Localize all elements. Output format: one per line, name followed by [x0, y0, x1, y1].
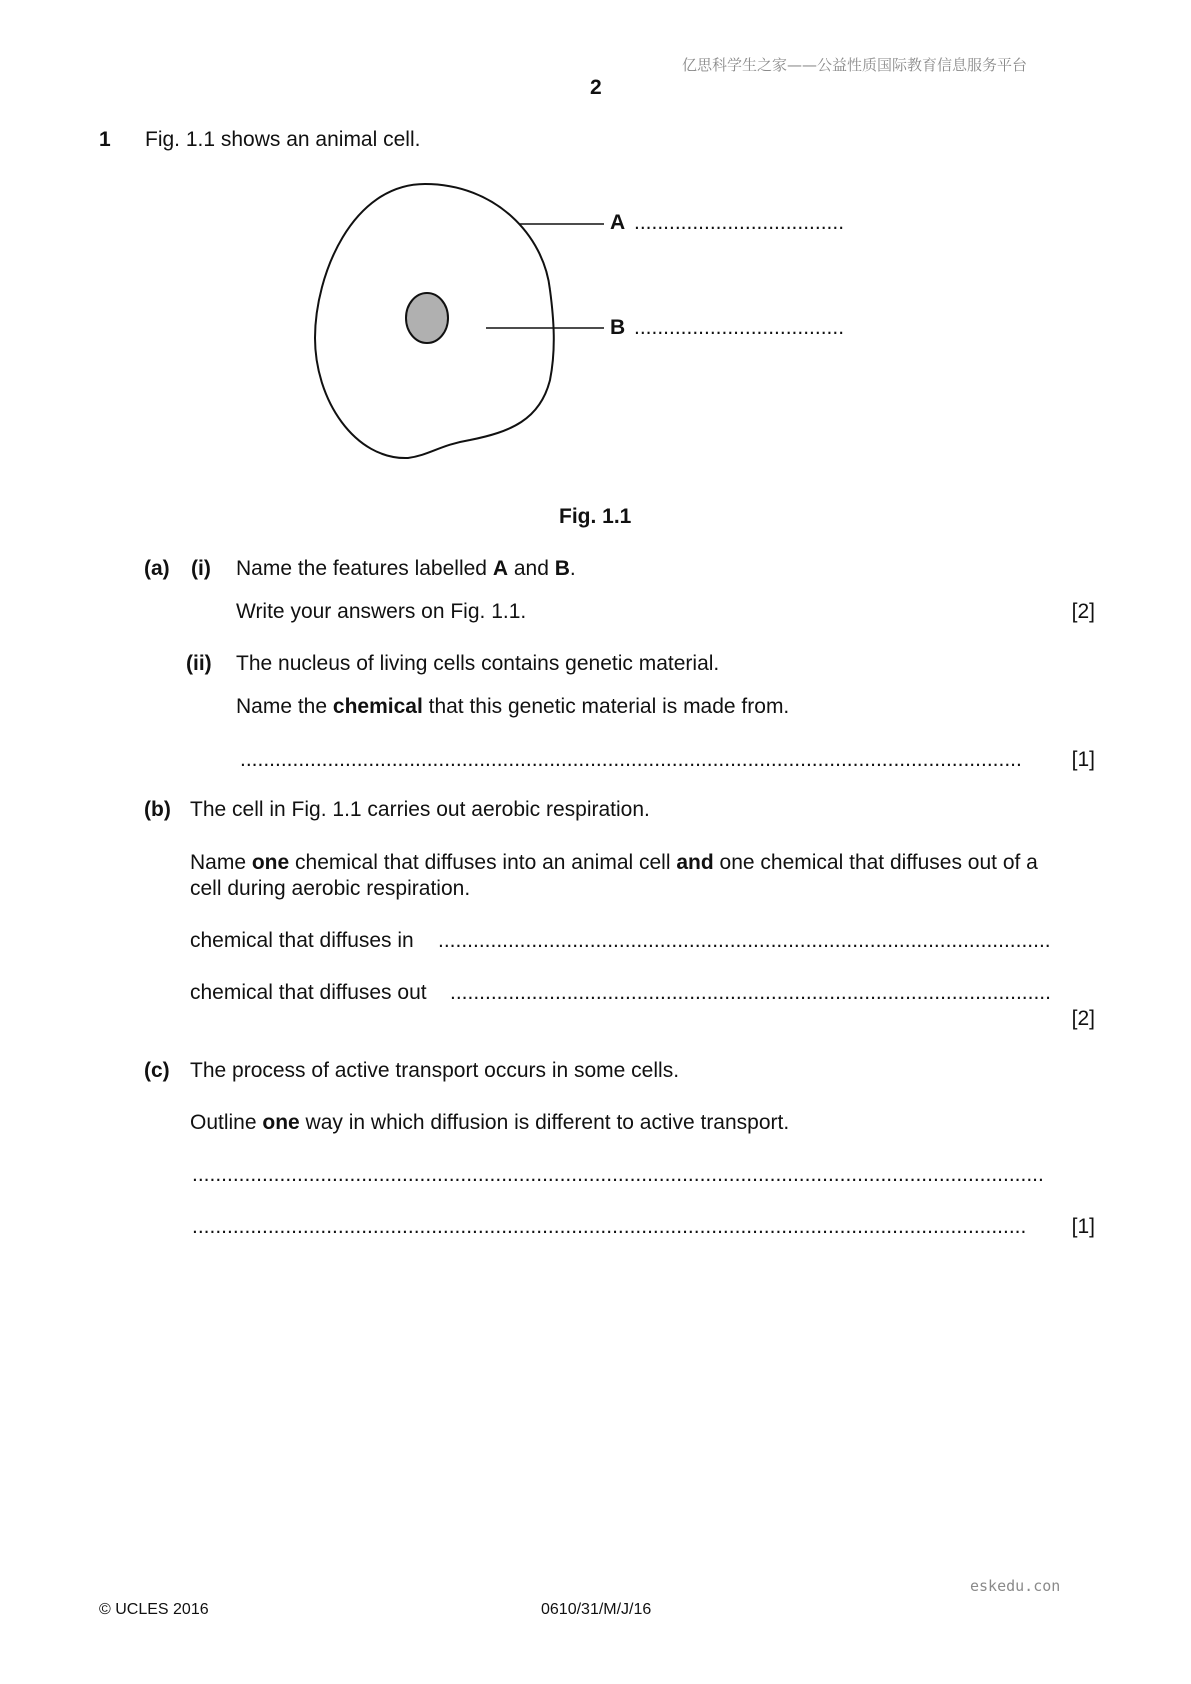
chemical-out-answer[interactable]: .......................................................................................................: [450, 981, 1051, 1004]
part-a-ii-marks: [1]: [1071, 748, 1095, 771]
figure-caption: Fig. 1.1: [559, 505, 632, 528]
part-b-prompt-line2: cell during aerobic respiration.: [190, 877, 471, 900]
part-a-ii-prompt: Name the chemical that this genetic material is made from.: [236, 695, 790, 718]
part-a-i-label: (i): [191, 557, 211, 580]
part-a-label: (a): [144, 557, 170, 580]
figure-label-b: B: [610, 316, 626, 339]
question-intro: Fig. 1.1 shows an animal cell.: [145, 128, 421, 151]
part-a-ii-label: (ii): [186, 652, 212, 675]
footer-watermark: eskedu.con: [970, 1577, 1061, 1595]
chemical-in-label: chemical that diffuses in: [190, 929, 414, 952]
part-c-text: The process of active transport occurs in some cells.: [190, 1059, 680, 1082]
chemical-out-label: chemical that diffuses out: [190, 981, 427, 1004]
footer-code: 0610/31/M/J/16: [541, 1601, 652, 1618]
part-b-label: (b): [144, 798, 171, 821]
nucleus: [406, 293, 448, 343]
part-c-answer-line-1[interactable]: ..................................................................................................................................................: [192, 1163, 1044, 1186]
question-number: 1: [99, 128, 111, 151]
part-a-i-marks: [2]: [1071, 600, 1095, 623]
part-a-i-question: Name the features labelled A and B.: [236, 557, 576, 580]
footer-copyright: © UCLES 2016: [99, 1601, 209, 1618]
part-b-text: The cell in Fig. 1.1 carries out aerobic respiration.: [190, 798, 650, 821]
part-a-i-instruction: Write your answers on Fig. 1.1.: [236, 600, 527, 623]
part-a-ii-answer-line[interactable]: ......................................................................................................................................: [240, 748, 1022, 771]
figure-label-a: A: [610, 211, 626, 234]
part-c-answer-line-2[interactable]: ...............................................................................................................................................: [192, 1215, 1027, 1238]
chemical-in-answer[interactable]: .........................................................................................................: [438, 929, 1051, 952]
part-b-prompt: Name one chemical that diffuses into an animal cell and one chemical that diffuses out of a: [190, 851, 1038, 874]
part-c-prompt: Outline one way in which diffusion is different to active transport.: [190, 1111, 790, 1134]
part-c-label: (c): [144, 1059, 170, 1082]
page-number: 2: [590, 76, 602, 99]
answer-field-b[interactable]: ....................................: [634, 316, 845, 339]
part-b-marks: [2]: [1071, 1007, 1095, 1030]
header-watermark: 亿思科学生之家——公益性质国际教育信息服务平台: [682, 56, 1028, 74]
answer-field-a[interactable]: ....................................: [634, 211, 845, 234]
part-a-ii-text: The nucleus of living cells contains genetic material.: [236, 652, 720, 675]
part-c-marks: [1]: [1071, 1215, 1095, 1238]
